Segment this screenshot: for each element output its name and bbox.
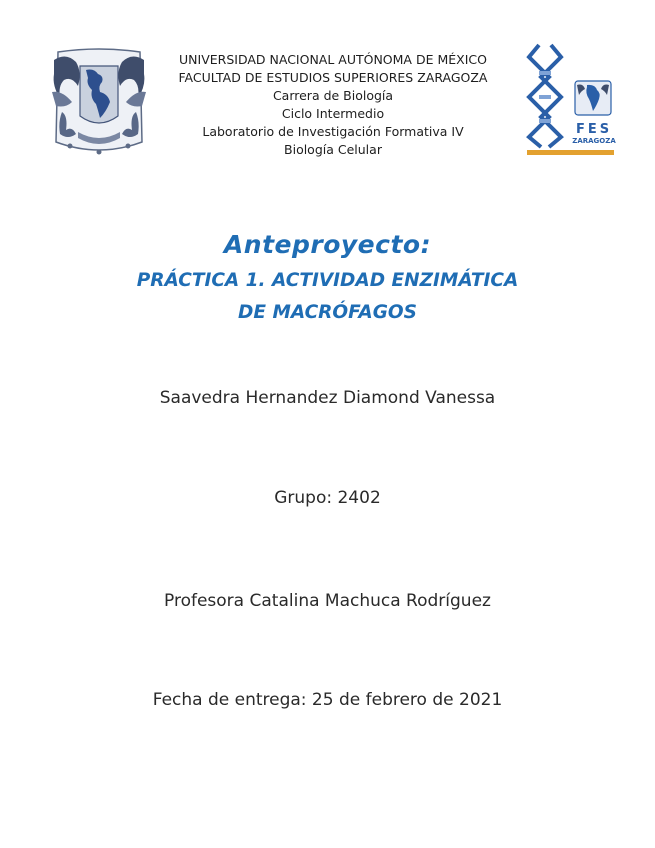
- fes-zigzag-link-bottom: [539, 119, 551, 123]
- unam-crest-icon: [48, 46, 150, 162]
- fes-zigzag-link-top: [539, 71, 551, 75]
- practice-title-line-2: DE MACRÓFAGOS: [238, 302, 417, 323]
- crest-dot-left: [68, 144, 73, 149]
- subject-name: Biología Celular: [284, 142, 382, 157]
- document-heading: Anteproyecto:: [223, 230, 432, 259]
- student-name: Saavedra Hernandez Diamond Vanessa: [159, 388, 496, 408]
- crest-dot-right: [126, 144, 131, 149]
- fes-zaragoza-logo-icon: [525, 43, 617, 159]
- faculty-name: FACULTAD DE ESTUDIOS SUPERIORES ZARAGOZA: [178, 70, 488, 85]
- due-date: Fecha de entrega: 25 de febrero de 2021: [152, 690, 503, 710]
- laboratory-name: Laboratorio de Investigación Formativa IV: [202, 124, 464, 139]
- fes-orange-bar: [527, 150, 614, 155]
- group-number: Grupo: 2402: [274, 488, 381, 508]
- fes-acronym: FES: [575, 122, 613, 137]
- crest-dot-center: [97, 150, 102, 155]
- fes-zigzag-link-mid: [539, 95, 551, 99]
- career-name: Carrera de Biología: [272, 88, 394, 103]
- cycle-name: Ciclo Intermedio: [281, 106, 385, 121]
- practice-title-line-1: PRÁCTICA 1. ACTIVIDAD ENZIMÁTICA: [136, 270, 519, 291]
- teacher-name: Profesora Catalina Machuca Rodríguez: [164, 591, 491, 611]
- university-name: UNIVERSIDAD NACIONAL AUTÓNOMA DE MÉXICO: [179, 52, 487, 67]
- fes-campus: ZARAGOZA: [572, 137, 616, 145]
